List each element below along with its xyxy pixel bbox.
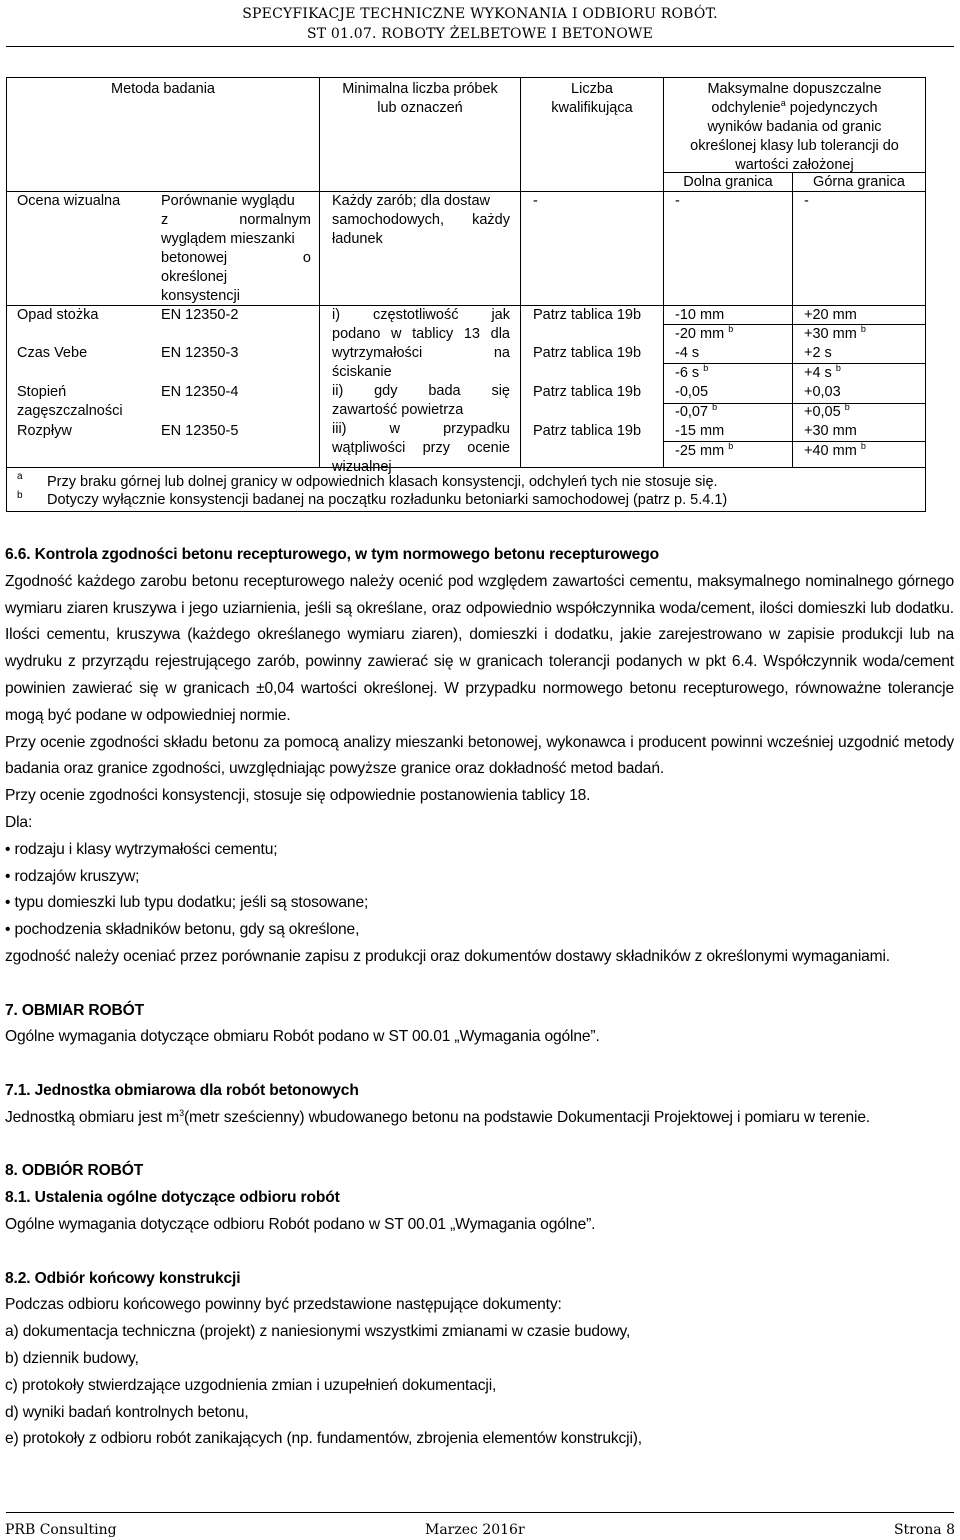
bullet-item: • typu domieszki lub typu dodatku; jeśli są stosowane;: [5, 894, 369, 912]
col-divider: [319, 78, 320, 467]
footnote-mark: b: [835, 363, 841, 374]
cell-text: -25 mm: [675, 443, 725, 459]
visual-samples: [332, 192, 510, 249]
slump-standard: EN 12350-2: [161, 307, 239, 323]
header-line: [664, 99, 925, 118]
list-item: a) dokumentacja techniczna (projekt) z naniesionymi wszystkimi zmianami w czasie budowy,: [5, 1323, 631, 1341]
cell-line: samochodowych, każdy: [332, 212, 510, 228]
vebe-lower-2: [675, 364, 708, 383]
slump-lower-2: [675, 325, 733, 344]
footnote-mark: b: [860, 441, 866, 452]
section-8-1-paragraph: Ogólne wymagania dotyczące odbioru Robót podano w ST 00.01 „Wymagania ogólne”.: [5, 1215, 596, 1233]
cell-text: +0,05: [804, 404, 841, 420]
cell-line: ładunek: [332, 231, 383, 247]
footnote-a-mark: a: [17, 471, 23, 482]
cell-line: wizualnej: [332, 459, 392, 475]
footnote-mark: b: [860, 324, 866, 335]
slump-lower-1: -10 mm: [675, 307, 725, 323]
vebe-standard: EN 12350-3: [161, 345, 239, 361]
cell-text: +4 s: [804, 365, 832, 381]
visual-upper: -: [804, 193, 809, 209]
compaction-lower-2: [675, 403, 717, 422]
text-run: Jednostką obmiaru jest m: [5, 1108, 180, 1126]
header-text: odchylenie: [711, 100, 781, 116]
header-line: Maksymalne dopuszczalne: [707, 81, 882, 97]
row-name-visual: Ocena wizualna: [17, 193, 121, 209]
cell-line: podano w tablicy 13 dla: [332, 326, 510, 342]
row-name-slump: Opad stożka: [17, 307, 99, 323]
cell-line: wyglądem mieszanki: [161, 231, 295, 247]
header-line: lub oznaczeń: [377, 100, 463, 116]
vebe-qual: Patrz tablica 19b: [533, 345, 642, 361]
header-subtitle: ST 01.07. ROBOTY ŻELBETOWE I BETONOWE: [306, 26, 654, 42]
slump-upper-1: +20 mm: [804, 307, 857, 323]
row-name-flow: Rozpływ: [17, 423, 72, 439]
header-line: wyników badania od granic: [707, 119, 882, 135]
footer-company: PRB Consulting: [5, 1522, 117, 1538]
footer-date: Marzec 2016r: [425, 1522, 525, 1538]
cell-line: określonej: [161, 269, 228, 285]
footnote-mark: b: [712, 402, 718, 413]
footnote-mark: b: [844, 402, 850, 413]
header-method: Metoda badania: [111, 81, 215, 97]
section-8-2-paragraph: Podczas odbioru końcowego powinny być przedstawione następujące dokumenty:: [5, 1296, 562, 1314]
cell-line: iii) w przypadku: [332, 421, 510, 437]
row-name-vebe: Czas Vebe: [17, 345, 88, 361]
cell-line: z normalnym: [161, 212, 311, 228]
section-7-1-paragraph: [5, 1105, 954, 1132]
cell-line: ściskanie: [332, 364, 392, 380]
header-max-deviation: [664, 80, 925, 175]
header-line: określonej klasy lub tolerancji do: [690, 138, 899, 154]
header-divider: [6, 46, 954, 47]
cell-text: -6 s: [675, 365, 700, 381]
consistency-table: [6, 77, 926, 512]
compaction-upper-2: [804, 403, 850, 422]
compaction-upper-1: +0,03: [804, 384, 841, 400]
cell-line: Stopień: [17, 384, 67, 400]
header-min-samples: [320, 80, 520, 118]
flow-qual: Patrz tablica 19b: [533, 423, 642, 439]
list-item: e) protokoły z odbioru robót zanikających (np. fundamentów, zbrojenia elementów konstrukcji),: [5, 1430, 642, 1448]
section-7-paragraph: Ogólne wymagania dotyczące obmiaru Robót podano w ST 00.01 „Wymagania ogólne”.: [5, 1028, 600, 1046]
footnote-a: Przy braku górnej lub dolnej granicy w odpowiednich klasach konsystencji, odchyleń tych nie stosuje się.: [47, 474, 718, 490]
header-qual-count: [521, 80, 663, 118]
flow-lower-2: [675, 442, 733, 461]
header-line: kwalifikująca: [551, 100, 633, 116]
header-line: wartości założonej: [735, 157, 854, 173]
footnote-mark: b: [728, 324, 734, 335]
col-divider: [520, 78, 521, 467]
document-body: [5, 542, 954, 1453]
visual-method: [161, 192, 311, 306]
visual-qual: -: [533, 193, 538, 209]
vebe-lower-1: -4 s: [675, 345, 700, 361]
header-title: SPECYFIKACJE TECHNICZNE WYKONANIA I ODBIORU ROBÓT.: [242, 6, 718, 22]
section-8-1-heading: 8.1. Ustalenia ogólne dotyczące odbioru robót: [5, 1189, 340, 1207]
cell-line: betonowej o: [161, 250, 311, 266]
footnote-b-mark: b: [17, 490, 23, 501]
section-6-6-paragraph-1: Zgodność każdego zarobu betonu recepturowego należy ocenić pod względem zawartości cementu, maksymalnego nominalnego górnego wymiaru ziaren kruszywa i jego uziarnienia, jeśli są określane, oraz odpowiednio współczynnika woda/cement, ilości domieszki lub dodatku. Ilości cementu, kruszywa (każdego określanego wymiaru ziaren), domieszki i dodatku, jakie zarejestrowano w zapisie produkcji lub na wydruku z przyrządu rejestrującego zarób, powinny zawierać się w granicach tolerancji podanych w pkt 6.4. Współczynnik woda/cement powinien zawierać się w granicach ±0,04 wartości określonej. W przypadku normowego betonu recepturowego, równoważne tolerancje mogą być podane w odpowiedniej normie.: [5, 572, 954, 724]
cell-line: ii) gdy bada się: [332, 383, 510, 399]
header-lower-limit: Dolna granica: [683, 174, 773, 190]
flow-upper-1: +30 mm: [804, 423, 857, 439]
header-line: Minimalna liczba próbek: [342, 81, 498, 97]
header-line: Liczba: [571, 81, 613, 97]
footnote-mark: a: [780, 98, 786, 109]
cell-line: wątpliwości przy ocenie: [332, 440, 510, 456]
section-8-2-heading: 8.2. Odbiór końcowy konstrukcji: [5, 1269, 241, 1287]
text-run: (metr sześcienny) wbudowanego betonu na podstawie Dokumentacji Projektowej i pomiaru w terenie.: [183, 1108, 871, 1126]
test-frequency: [332, 306, 510, 477]
cell-text: -20 mm: [675, 326, 725, 342]
bullet-item: • rodzajów kruszyw;: [5, 867, 140, 885]
section-6-6-heading: 6.6. Kontrola zgodności betonu recepturowego, w tym normowego betonu recepturowego: [5, 546, 659, 563]
compaction-standard: EN 12350-4: [161, 384, 239, 400]
header-upper-limit: Górna granica: [813, 174, 905, 190]
section-6-6-paragraph-4: Dla:: [5, 813, 33, 831]
col-divider: [792, 172, 793, 467]
section-7-1-heading: 7.1. Jednostka obmiarowa dla robót betonowych: [5, 1081, 359, 1099]
cell-text: -0,07: [675, 404, 709, 420]
cell-line: i) częstotliwość jak: [332, 307, 510, 323]
cell-line: wytrzymałości na: [332, 345, 510, 361]
footer-page-number: Strona 8: [893, 1522, 955, 1538]
row-name-compaction: [17, 383, 123, 421]
vebe-upper-1: +2 s: [804, 345, 832, 361]
section-6-6-paragraph-2: Przy ocenie zgodności składu betonu za pomocą analizy mieszanki betonowej, wykonawca i producent powinni wcześniej uzgodnić metody badania oraz granice zgodności, uwzględniając powyższe granice oraz dokładność metod badań.: [5, 733, 954, 778]
section-6-6-paragraph-3: Przy ocenie zgodności konsystencji, stosuje się odpowiednie postanowienia tablicy 18.: [5, 787, 591, 805]
page-footer: [5, 1520, 955, 1540]
slump-qual: Patrz tablica 19b: [533, 307, 642, 323]
section-8-heading: 8. ODBIÓR ROBÓT: [5, 1162, 144, 1180]
footer-divider: [6, 1512, 954, 1513]
bullet-item: • rodzaju i klasy wytrzymałości cementu;: [5, 840, 278, 858]
footnote-mark: b: [703, 363, 709, 374]
compaction-qual: Patrz tablica 19b: [533, 384, 642, 400]
header-text: pojedynczych: [789, 100, 878, 116]
list-item: d) wyniki badań kontrolnych betonu,: [5, 1403, 249, 1421]
flow-lower-1: -15 mm: [675, 423, 725, 439]
list-item: b) dziennik budowy,: [5, 1349, 139, 1367]
page-header: [0, 4, 960, 44]
visual-lower: -: [675, 193, 680, 209]
section-6-6-paragraph-5: zgodność należy oceniać przez porównanie zapisu z produkcji oraz dokumentów dostawy składników z określonymi wymaganiami.: [5, 947, 890, 965]
cell-line: Porównanie wyglądu: [161, 193, 295, 209]
cell-text: +40 mm: [804, 443, 857, 459]
cell-line: Każdy zarób; dla dostaw: [332, 193, 490, 209]
vebe-upper-2: [804, 364, 841, 383]
slump-upper-2: [804, 325, 866, 344]
cell-line: zagęszczalności: [17, 403, 123, 419]
footnote-mark: b: [728, 441, 734, 452]
flow-upper-2: [804, 442, 866, 461]
section-7-heading: 7. OBMIAR ROBÓT: [5, 1001, 144, 1019]
cell-line: zawartość powietrza: [332, 402, 464, 418]
footnote-b: Dotyczy wyłącznie konsystencji badanej na początku rozładunku betoniarki samochodowej (patrz p. 5.4.1): [47, 492, 728, 508]
flow-standard: EN 12350-5: [161, 423, 239, 439]
list-item: c) protokoły stwierdzające uzgodnienia zmian i uzupełnień dokumentacji,: [5, 1376, 497, 1394]
cell-line: konsystencji: [161, 288, 240, 304]
superscript: 3: [179, 1107, 184, 1118]
bullet-item: • pochodzenia składników betonu, gdy są określone,: [5, 921, 360, 939]
compaction-lower-1: -0,05: [675, 384, 709, 400]
cell-text: +30 mm: [804, 326, 857, 342]
